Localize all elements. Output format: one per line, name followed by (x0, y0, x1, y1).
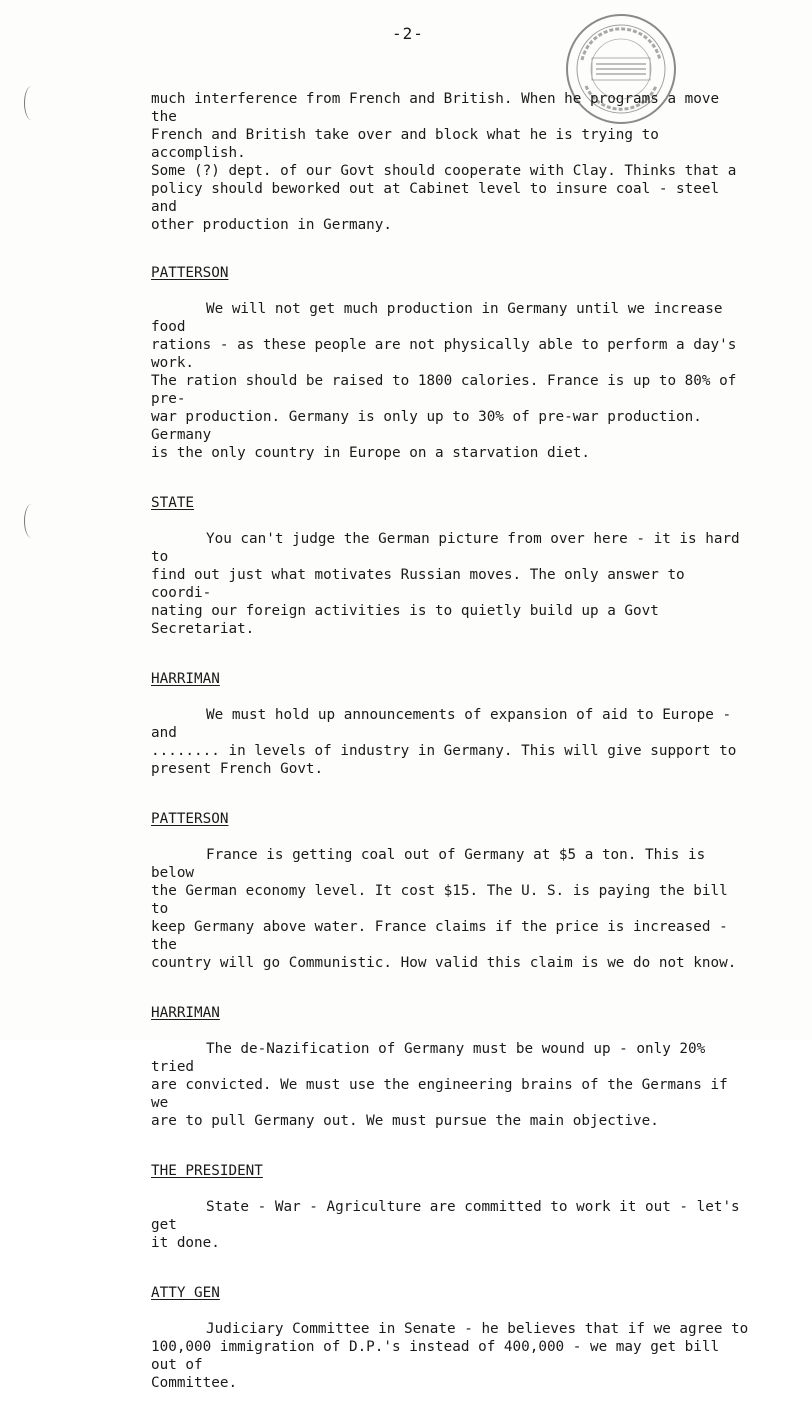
speaker-statement: You can't judge the German picture from over here - it is hard to find out just what motivates Russian moves. The only answer to coordi- nating our foreign activities is to quietly build up a Govt Secretariat. (151, 531, 740, 637)
speaker-heading: THE PRESIDENT (151, 1163, 263, 1179)
speaker-statement: State - War - Agriculture are committed to work it out - let's get it done. (151, 1199, 740, 1251)
speaker-heading: HARRIMAN (151, 671, 220, 687)
memo-body (151, 90, 751, 1424)
speaker-heading: ATTY GEN (151, 1285, 220, 1301)
page-number: -2- (392, 24, 424, 43)
speaker-heading: STATE (151, 495, 195, 511)
intro-paragraph: much interference from French and British. When he programs a move the French and British take over and block what he is trying to accomplish. Some (?) dept. of our Govt should cooperate with Clay. Thinks that a policy should beworked out at Cabinet level to insure coal - steel and other production in Germany. (151, 91, 737, 233)
speaker-heading: PATTERSON (151, 811, 229, 827)
speaker-heading: HARRIMAN (151, 1005, 220, 1021)
speaker-statement: We must hold up announcements of expansion of aid to Europe - and ........ in levels of industry in Germany. This will give support to present French Govt. (151, 707, 737, 777)
speaker-heading: PATTERSON (151, 265, 229, 281)
speaker-statement: The de-Nazification of Germany must be wound up - only 20% tried are convicted. We must use the engineering brains of the Germans if we are to pull Germany out. We must pursue the main objective. (151, 1041, 728, 1129)
margin-bracket-mark (24, 504, 39, 538)
speaker-statement: France is getting coal out of Germany at $5 a ton. This is below the German economy level. It cost $15. The U. S. is paying the bill to keep Germany above water. France claims if the price is increased - the country will go Communistic. How valid this claim is we do not know. (151, 847, 737, 971)
margin-bracket-mark (24, 86, 39, 120)
speaker-statement: Judiciary Committee in Senate - he believes that if we agree to 100,000 immigration of D.P.'s instead of 400,000 - we may get bill out of Committee. (151, 1321, 749, 1391)
speaker-statement: We will not get much production in Germany until we increase food rations - as these people are not physically able to perform a day's work. The ration should be raised to 1800 calories. France is up to 80% of pre- war production. Germany is only up to 30% of pre-war production. Germany is the only country in Europe on a starvation diet. (151, 301, 737, 461)
